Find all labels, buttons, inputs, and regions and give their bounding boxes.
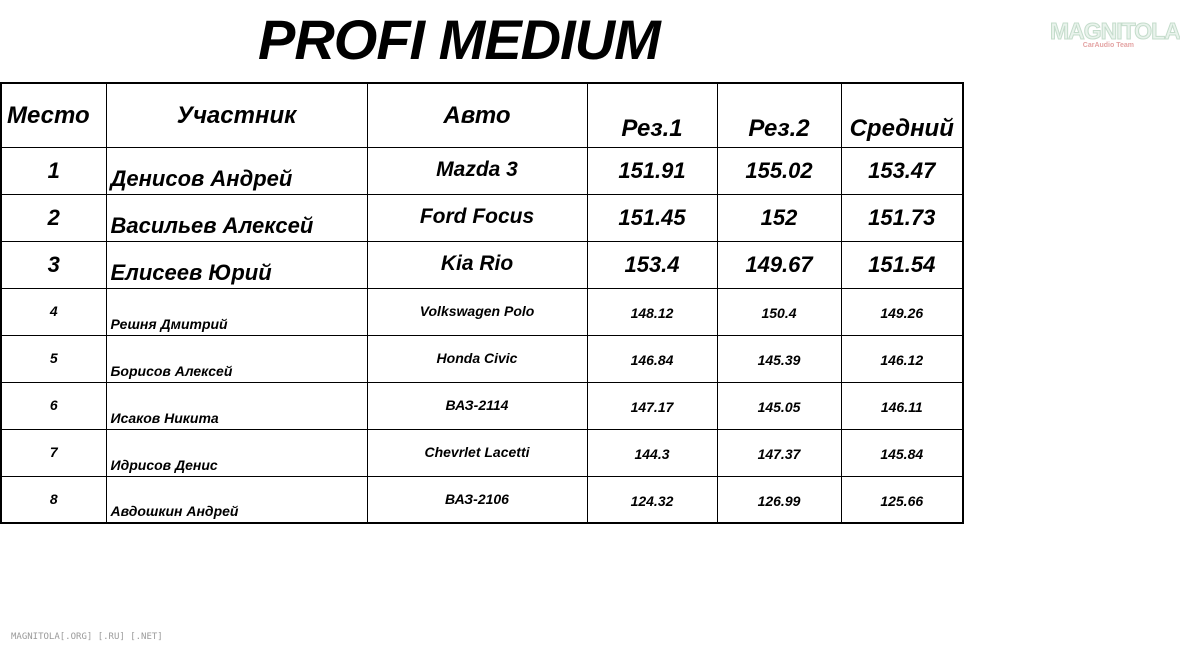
brand-logo <box>1050 18 1180 50</box>
result-1-cell: 153.4 <box>587 241 717 288</box>
car-cell: Volkswagen Polo <box>367 288 587 335</box>
result-1-cell: 147.17 <box>587 382 717 429</box>
place-cell: 2 <box>1 194 106 241</box>
page-title: PROFI MEDIUM <box>258 8 660 71</box>
logo-tagline: CarAudio Team <box>1082 42 1134 49</box>
result-2-cell: 152 <box>717 194 841 241</box>
footer-watermark: MAGNITOLA[.ORG] [.RU] [.NET] <box>11 632 163 642</box>
place-cell: 8 <box>1 476 106 523</box>
car-cell: ВАЗ-2106 <box>367 476 587 523</box>
average-cell: 146.11 <box>841 382 963 429</box>
place-cell: 7 <box>1 429 106 476</box>
car-cell: Honda Civic <box>367 335 587 382</box>
place-cell: 4 <box>1 288 106 335</box>
place-cell: 6 <box>1 382 106 429</box>
participant-cell: Решня Дмитрий <box>106 288 367 335</box>
result-2-cell: 147.37 <box>717 429 841 476</box>
average-cell: 145.84 <box>841 429 963 476</box>
table-row <box>1 382 963 429</box>
result-1-cell: 144.3 <box>587 429 717 476</box>
average-cell: 149.26 <box>841 288 963 335</box>
header-place: Место <box>1 83 106 147</box>
participant-cell: Авдошкин Андрей <box>106 476 367 523</box>
table-row <box>1 335 963 382</box>
result-1-cell: 151.91 <box>587 147 717 194</box>
car-cell: Chevrlet Lacetti <box>367 429 587 476</box>
car-cell: Ford Focus <box>367 194 587 241</box>
car-cell: Mazda 3 <box>367 147 587 194</box>
results-table <box>0 82 964 524</box>
participant-cell: Борисов Алексей <box>106 335 367 382</box>
header-participant: Участник <box>106 83 367 147</box>
participant-cell: Идрисов Денис <box>106 429 367 476</box>
car-cell: ВАЗ-2114 <box>367 382 587 429</box>
participant-cell: Денисов Андрей <box>106 147 367 194</box>
logo-text: MAGNITOLA <box>1050 18 1180 44</box>
average-cell: 153.47 <box>841 147 963 194</box>
table-row <box>1 194 963 241</box>
table-row <box>1 476 963 523</box>
place-cell: 5 <box>1 335 106 382</box>
result-1-cell: 146.84 <box>587 335 717 382</box>
average-cell: 151.54 <box>841 241 963 288</box>
participant-cell: Васильев Алексей <box>106 194 367 241</box>
header-car: Авто <box>367 83 587 147</box>
average-cell: 125.66 <box>841 476 963 523</box>
place-cell: 1 <box>1 147 106 194</box>
table-row <box>1 429 963 476</box>
result-2-cell: 126.99 <box>717 476 841 523</box>
table-row <box>1 147 963 194</box>
table-row <box>1 288 963 335</box>
participant-cell: Елисеев Юрий <box>106 241 367 288</box>
result-2-cell: 150.4 <box>717 288 841 335</box>
place-cell: 3 <box>1 241 106 288</box>
result-2-cell: 149.67 <box>717 241 841 288</box>
result-2-cell: 155.02 <box>717 147 841 194</box>
header-result-1: Рез.1 <box>587 83 717 147</box>
result-2-cell: 145.05 <box>717 382 841 429</box>
participant-cell: Исаков Никита <box>106 382 367 429</box>
header-row <box>1 83 963 147</box>
table-row <box>1 241 963 288</box>
average-cell: 151.73 <box>841 194 963 241</box>
result-2-cell: 145.39 <box>717 335 841 382</box>
result-1-cell: 124.32 <box>587 476 717 523</box>
result-1-cell: 148.12 <box>587 288 717 335</box>
car-cell: Kia Rio <box>367 241 587 288</box>
header-average: Средний <box>841 83 963 147</box>
average-cell: 146.12 <box>841 335 963 382</box>
result-1-cell: 151.45 <box>587 194 717 241</box>
header-result-2: Рез.2 <box>717 83 841 147</box>
